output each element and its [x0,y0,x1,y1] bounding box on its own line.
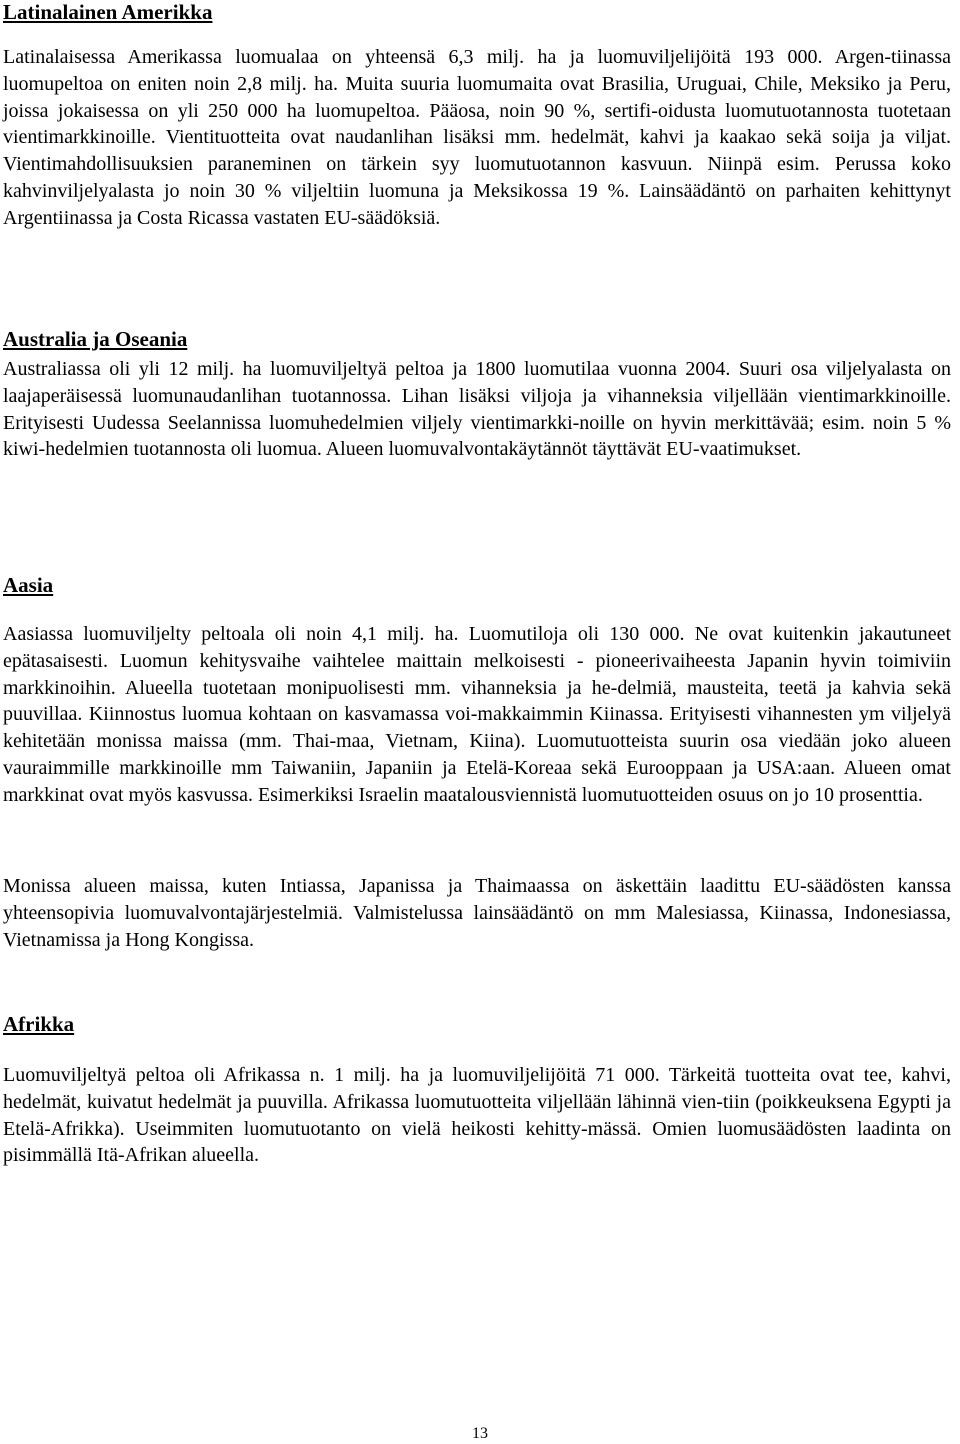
section-heading-latin-america: Latinalainen Amerikka [3,0,213,24]
paragraph-africa: Luomuviljeltyä peltoa oli Afrikassa n. 1 milj. ha ja luomuviljelijöitä 71 000. Tärkeitä tuotteita ovat tee, kahvi, hedelmät, kuivatut hedelmät ja puuvilla. Afrikassa luomutuotteita viljellään lähinnä vien-tiin (poikkeuksena Egypti ja Etelä-Afrikka). Useimmiten luomutuotanto on vielä heikosti kehitty-mässä. Omien luomusäädösten laadinta on pisimmällä Itä-Afrikan alueella. [3,1064,951,1167]
section-heading-africa: Afrikka [3,1012,75,1036]
paragraph-asia-1: Aasiassa luomuviljelty peltoala oli noin 4,1 milj. ha. Luomutiloja oli 130 000. Ne ovat kuitenkin jakautuneet epätasaisesti. Luomun kehitysvaihe vaihtelee maittain melkoisesti - pioneerivaiheesta Japanin hyvin toimiviin markkinoihin. Alueella tuotetaan monipuolisesti mm. vihanneksia ja he-delmiä, mausteita, teetä ja kahvia sekä puuvillaa. Kiinnostus luomua kohtaan on kasvamassa voi-makkaimmin Kiinassa. Erityisesti vihannesten ym viljelyä kehitetään monissa maissa (mm. Thai-maa, Vietnam, Kiina). Luomutuotteista suurin osa viedään joko alueen vauraimmille markkinoille mm Taiwaniin, Japaniin ja Etelä-Koreaa sekä Eurooppaan ja USA:aan. Alueen omat markkinat ovat myös kasvussa. Esimerkiksi Israelin maatalousviennistä luomutuotteiden osuus on jo 10 prosenttia. [3,623,951,806]
paragraph-australia-oceania: Australiassa oli yli 12 milj. ha luomuviljeltyä peltoa ja 1800 luomutilaa vuonna 2004. Suuri osa viljelyalasta on laajaperäisessä luomunaudanlihan tuotannossa. Lihan lisäksi viljoja ja vihanneksia viljellään vientimarkkinoille. Erityisesti Uudessa Seelannissa luomuhedelmien viljely vientimarkki-noille on hyvin merkittävää; esim. noin 5 % kiwi-hedelmien tuotannosta oli luomua. Alueen luomuvalvontakäytännöt täyttävät EU-vaatimukset. [3,358,951,461]
section-heading-australia-oceania: Australia ja Oseania [3,327,188,351]
section-heading-asia: Aasia [3,573,54,597]
page-number: 13 [472,1425,488,1442]
paragraph-latin-america: Latinalaisessa Amerikassa luomualaa on yhteensä 6,3 milj. ha ja luomuviljelijöitä 193 000. Argen-tiinassa luomupeltoa on eniten noin 2,8 milj. ha. Muita suuria luomumaita ovat Brasilia, Uruguai, Chile, Meksiko ja Peru, joissa jokaisessa on yli 250 000 ha luomupeltoa. Pääosa, noin 90 %, sertifi-oidusta luomutuotannosta tuotetaan vientimarkkinoille. Vientituotteita ovat naudanlihan lisäksi mm. hedelmät, kahvi ja kaakao sekä soija ja viljat. Vientimahdollisuuksien paraneminen on tärkein syy luomutuotannon kasvuun. Niinpä esim. Perussa koko kahvinviljelyalasta jo noin 30 % viljeltiin luomuna ja Meksikossa 19 %. Lainsäädäntö on parhaiten kehittynyt Argentiinassa ja Costa Ricassa vastaten EU-säädöksiä. [3,46,951,229]
paragraph-asia-2: Monissa alueen maissa, kuten Intiassa, Japanissa ja Thaimaassa on äskettäin laadittu EU-säädösten kanssa yhteensopivia luomuvalvontajärjestelmiä. Valmistelussa lainsäädäntö on mm Malesiassa, Kiinassa, Indonesiassa, Vietnamissa ja Hong Kongissa. [3,875,951,951]
